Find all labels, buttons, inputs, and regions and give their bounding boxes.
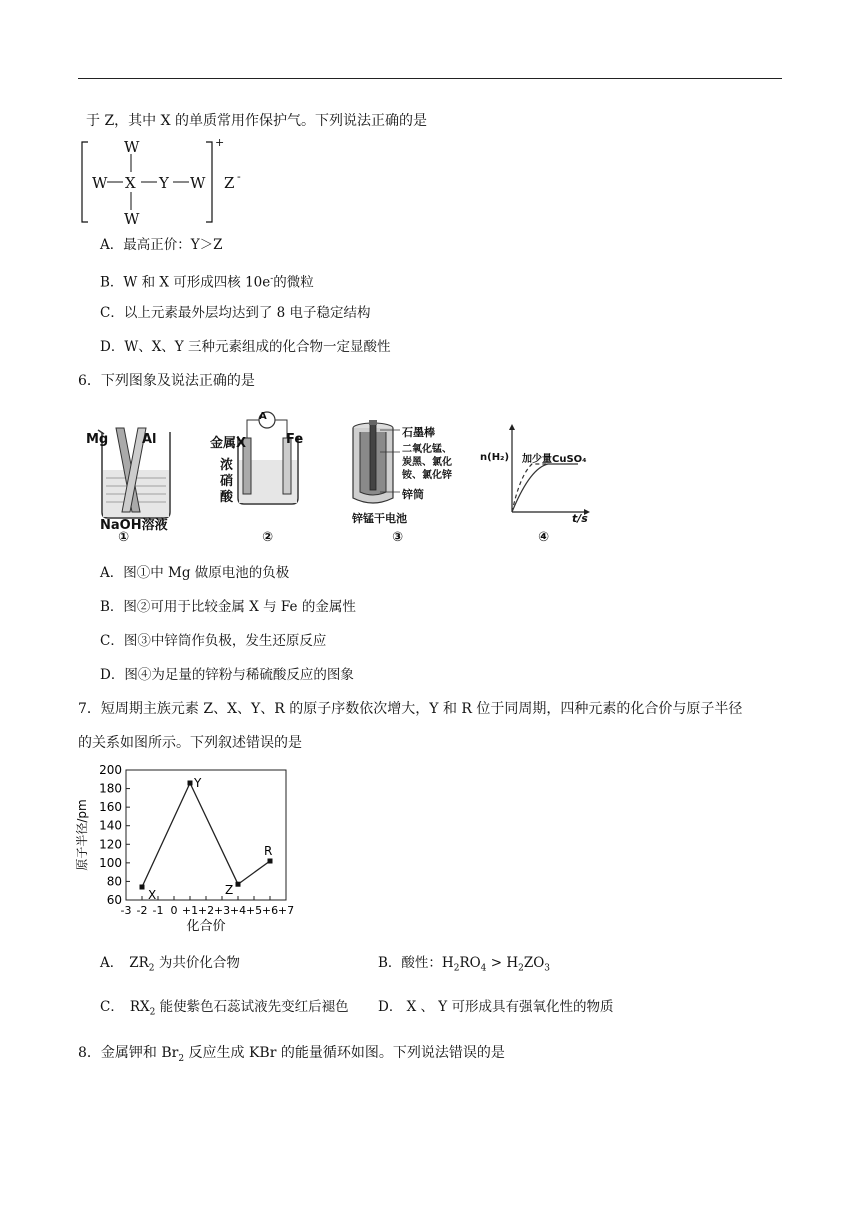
q6-option-c: C．图③中锌筒作负极，发生还原反应 <box>100 633 327 649</box>
data-point-x <box>140 885 145 890</box>
y-tick-label: 180 <box>99 781 122 796</box>
figure-2-fe-label: Fe <box>286 432 304 447</box>
series-line-1 <box>238 861 270 884</box>
figure-2-metal-x-label: 金属X <box>210 436 247 451</box>
structure-formula <box>78 138 258 230</box>
q7-option-b <box>378 954 550 978</box>
x-tick-label: +6 <box>261 904 279 917</box>
figure-3-label-3: 炭黑、氯化 <box>402 457 452 468</box>
figure-1-al-label: Al <box>142 432 157 447</box>
q7-option-a-prefix: A． <box>100 955 124 971</box>
q5-option-b <box>100 270 314 292</box>
q7-b-f1: H <box>441 955 454 971</box>
figure-3-label-4: 铵、氯化锌 <box>402 470 452 481</box>
figure-2-ammeter: A <box>259 411 267 422</box>
q5-option-b-tail: 的微粒 <box>273 274 314 291</box>
data-label-r: R <box>264 844 273 858</box>
y-tick-label: 100 <box>99 855 122 870</box>
q8-stem-sub: 2 <box>178 1053 185 1064</box>
anion-z: Z <box>224 174 235 192</box>
chart-plot-area <box>126 770 286 900</box>
x-tick-label: -3 <box>120 904 132 917</box>
figure-4-legend: 加少量CuSO₄ <box>522 454 587 465</box>
q7-stem-line-2: 的关系如图所示。下列叙述错误的是 <box>78 735 302 751</box>
q5-stem: 于 Z，其中 X 的单质常用作保护气。下列说法正确的是 <box>86 113 428 129</box>
figure-2-acid-1: 浓 <box>220 458 234 473</box>
q7-option-a-text: 为共价化合物 <box>154 955 240 971</box>
atom-w-bottom: W <box>124 210 140 228</box>
figure-1-number: ① <box>118 530 130 545</box>
radius-valence-chart <box>70 758 310 938</box>
figure-3-label-zinc: 锌筒 <box>402 488 424 501</box>
figure-4-xlabel: t/s <box>572 512 588 525</box>
q5-option-b-text: B．W 和 X 可形成四核 10e <box>100 274 271 291</box>
q7-b-gt: > <box>486 955 507 971</box>
header-rule <box>78 78 782 79</box>
y-tick-label: 160 <box>99 800 122 815</box>
figure-1-mg-label: Mg <box>86 432 109 447</box>
q7-option-c-prefix: C． <box>100 999 124 1015</box>
data-label-y: Y <box>194 776 202 790</box>
data-point-y <box>188 781 193 786</box>
x-tick-label: -2 <box>136 904 148 917</box>
figure-2-number: ② <box>262 530 274 545</box>
q6-option-b: B．图②可用于比较金属 X 与 Fe 的金属性 <box>100 599 356 615</box>
q7-b-f4: ZO <box>523 955 545 971</box>
y-tick-label: 60 <box>106 893 122 907</box>
q8-stem <box>78 1044 505 1068</box>
q6-option-a: A．图①中 Mg 做原电池的负极 <box>100 565 290 581</box>
y-tick-label: 200 <box>99 763 122 777</box>
atom-w-left: W <box>92 174 108 192</box>
q5-option-a: A．最高正价：Y＞Z <box>100 237 223 253</box>
q6-stem: 6．下列图象及说法正确的是 <box>78 373 255 389</box>
data-label-z: Z <box>225 883 234 898</box>
figure-4-ylabel: n(H₂) <box>480 452 510 463</box>
q7-option-b-prefix: B．酸性： <box>378 955 442 971</box>
chart-y-axis-label: 原子半径/pm <box>75 799 89 871</box>
q5-option-d: D．W、X、Y 三种元素组成的化合物一定显酸性 <box>100 339 391 355</box>
x-tick-label: +5 <box>245 904 263 917</box>
figure-3-label-2: 二氧化锰、 <box>402 444 452 455</box>
x-tick-label: +7 <box>277 904 295 917</box>
x-tick-label: 0 <box>170 904 178 917</box>
q5-option-b-sup: - <box>270 274 274 284</box>
y-tick-label: 140 <box>99 818 122 833</box>
q6-option-d: D．图④为足量的锌粉与稀硫酸反应的图象 <box>100 667 354 683</box>
series-line-0 <box>142 783 238 887</box>
q8-stem-text: 反应生成 KBr 的能量循环如图。下列说法错误的是 <box>184 1045 505 1061</box>
y-tick-label: 80 <box>106 874 122 889</box>
q7-option-c-sub: 2 <box>149 1007 156 1018</box>
data-label-x: X <box>148 888 157 902</box>
q7-option-c <box>100 998 349 1022</box>
charge-minus: - <box>237 170 241 183</box>
figure-4-graph <box>480 420 600 520</box>
x-tick-label: +2 <box>197 904 215 917</box>
figure-3-caption: 锌锰干电池 <box>352 512 407 525</box>
charge-plus: + <box>215 136 225 149</box>
q7-option-d: D． X 、 Y 可形成具有强氧化性的物质 <box>378 999 614 1015</box>
q7-option-a <box>100 954 240 978</box>
q7-b-f3: H <box>506 955 519 971</box>
q7-option-a-sub: 2 <box>148 963 155 974</box>
q7-b-f1s: 2 <box>453 963 460 974</box>
atom-x: X <box>125 174 136 192</box>
q7-option-c-text: 能使紫色石蕊试液先变红后褪色 <box>155 999 349 1015</box>
figure-1-solution-label: NaOH溶液 <box>100 518 168 533</box>
y-tick-label: 120 <box>99 837 122 852</box>
atom-y: Y <box>159 174 169 192</box>
figure-3-label-graphite: 石墨棒 <box>402 426 435 439</box>
q7-b-f3s: 2 <box>518 963 524 974</box>
data-point-r <box>268 859 273 864</box>
x-tick-label: +4 <box>229 904 247 917</box>
figure-4-number: ④ <box>538 530 550 545</box>
figure-2-acid-3: 酸 <box>220 490 234 505</box>
q7-b-f4s: 3 <box>544 963 551 974</box>
x-tick-label: +3 <box>213 904 231 917</box>
q5-option-c: C．以上元素最外层均达到了 8 电子稳定结构 <box>100 305 371 321</box>
q7-option-a-formula: ZR <box>129 955 149 971</box>
q8-stem-prefix: 8．金属钾和 Br <box>78 1045 179 1061</box>
data-point-z <box>236 882 241 887</box>
atom-w-right: W <box>190 174 206 192</box>
q7-option-c-formula: RX <box>129 999 150 1015</box>
chart-x-axis-label: 化合价 <box>186 919 226 934</box>
figure-2-acid-2: 硝 <box>220 474 234 489</box>
x-tick-label: +1 <box>181 904 199 917</box>
figure-3-number: ③ <box>392 530 404 545</box>
x-tick-label: -1 <box>152 904 164 917</box>
figure-2-cell <box>230 408 310 508</box>
q7-b-f2: RO <box>459 955 481 971</box>
q7-stem-line-1: 7．短周期主族元素 Z、X、Y、R 的原子序数依次增大，Y 和 R 位于同周期，四种元素的化合价与原子半径 <box>78 701 743 717</box>
q7-b-f2s: 4 <box>480 963 487 974</box>
atom-w-top: W <box>124 138 140 156</box>
